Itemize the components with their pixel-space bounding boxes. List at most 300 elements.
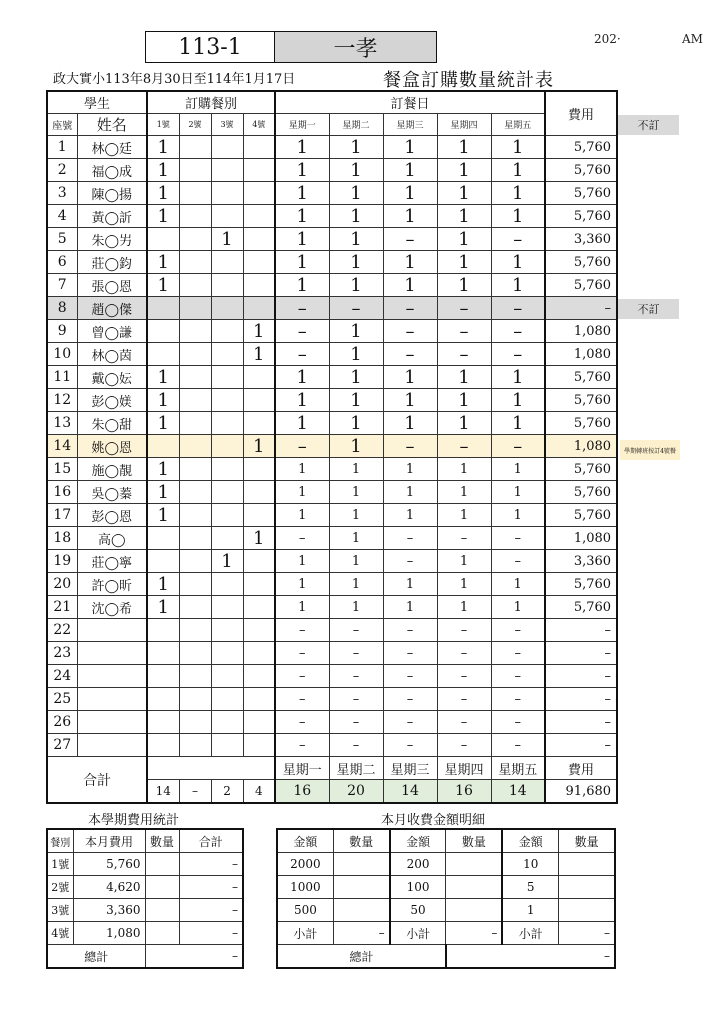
no-order-label-seat-8: 不訂: [618, 299, 679, 319]
meal-cell: [211, 481, 243, 504]
day-cell: 1: [383, 481, 437, 504]
fee-cell: –: [545, 734, 617, 757]
day-cell: –: [275, 665, 329, 688]
day-cell: –: [437, 665, 491, 688]
meal-cell: 1: [147, 573, 179, 596]
meal-cell: [179, 274, 211, 297]
day-cell: 1: [491, 205, 545, 228]
student-row: [47, 711, 617, 734]
student-name: 姚◯恩: [77, 435, 147, 458]
student-name: 張◯恩: [77, 274, 147, 297]
day-cell: 1: [383, 412, 437, 435]
day-cell: –: [437, 688, 491, 711]
day-cell: 1: [329, 550, 383, 573]
day-cell: –: [437, 734, 491, 757]
seat-number: 3: [47, 182, 77, 205]
student-row: [47, 734, 617, 757]
meal-cell: [179, 573, 211, 596]
total-label: 合計: [47, 757, 147, 804]
meal-cell: 1: [147, 159, 179, 182]
payment-qty: [446, 876, 502, 899]
day-cell: 1: [275, 481, 329, 504]
fee-cell: –: [545, 665, 617, 688]
fee-cell: 5,760: [545, 504, 617, 527]
day-cell: –: [275, 320, 329, 343]
meal-cell: 1: [211, 228, 243, 251]
day-cell: 1: [329, 504, 383, 527]
fee-cell: 5,760: [545, 136, 617, 159]
day-cell: –: [383, 297, 437, 320]
day-cell: 1: [491, 504, 545, 527]
payment-qty: [333, 899, 389, 922]
payment-total-value: –: [446, 945, 615, 969]
fee-cell: 5,760: [545, 274, 617, 297]
day-cell: 1: [437, 274, 491, 297]
day-cell: –: [491, 619, 545, 642]
day-cell: 1: [491, 251, 545, 274]
day-cell: –: [437, 320, 491, 343]
day-cell: 1: [275, 251, 329, 274]
meal-cell: [211, 711, 243, 734]
day-cell: –: [491, 297, 545, 320]
header-student: 學生: [47, 91, 147, 114]
day-cell: 1: [491, 596, 545, 619]
meal-cell: [243, 366, 275, 389]
day-cell: –: [329, 297, 383, 320]
day-cell: 1: [275, 136, 329, 159]
meal-cell: [179, 458, 211, 481]
meal-cell: [211, 343, 243, 366]
student-row: [47, 320, 617, 343]
meal-cell: [211, 389, 243, 412]
day-cell: 1: [437, 550, 491, 573]
meal-total: –: [179, 899, 243, 922]
semester-row: [47, 922, 243, 945]
meal-cell: [179, 205, 211, 228]
meal-cell: [147, 711, 179, 734]
student-row: [47, 182, 617, 205]
meal-cell: [147, 619, 179, 642]
student-row: [47, 504, 617, 527]
meal-type: 1號: [47, 853, 73, 876]
student-name: 黃◯訢: [77, 205, 147, 228]
day-cell: 1: [329, 274, 383, 297]
day-cell: 1: [329, 412, 383, 435]
student-name: 林◯廷: [77, 136, 147, 159]
day-cell: –: [383, 343, 437, 366]
student-name: 吳◯蓁: [77, 481, 147, 504]
fee-cell: 1,080: [545, 435, 617, 458]
day-cell: –: [383, 619, 437, 642]
payment-amount: 1000: [277, 876, 333, 899]
meal-cell: [147, 435, 179, 458]
meal-cell: [147, 665, 179, 688]
payment-header: 數量: [559, 829, 615, 853]
day-cell: 1: [383, 366, 437, 389]
day-cell: 1: [491, 366, 545, 389]
meal-cell: [179, 343, 211, 366]
meal-cell: [243, 159, 275, 182]
total-row-header: [47, 757, 617, 780]
meal-cell: [179, 366, 211, 389]
payment-qty: [559, 876, 615, 899]
total-day-header: 星期一: [275, 757, 329, 780]
meal-cell: 1: [147, 366, 179, 389]
student-name: [77, 642, 147, 665]
day-cell: –: [383, 435, 437, 458]
meal-cell: [243, 711, 275, 734]
total-day-header: 星期二: [329, 757, 383, 780]
meal-cell: [243, 205, 275, 228]
total-day-header: 星期五: [491, 757, 545, 780]
meal-type: 2號: [47, 876, 73, 899]
day-cell: 1: [437, 159, 491, 182]
meal-cell: [179, 159, 211, 182]
payment-total-label: 總計: [277, 945, 446, 969]
meal-cell: [211, 458, 243, 481]
payment-qty: –: [446, 922, 502, 945]
payment-qty: [333, 853, 389, 876]
seat-number: 9: [47, 320, 77, 343]
day-cell: 1: [437, 412, 491, 435]
total-day-value: 16: [275, 780, 329, 804]
day-cell: –: [275, 688, 329, 711]
meal-cell: [243, 734, 275, 757]
seat-number: 11: [47, 366, 77, 389]
student-row: [47, 412, 617, 435]
day-cell: 1: [491, 481, 545, 504]
seat-number: 18: [47, 527, 77, 550]
day-cell: –: [383, 527, 437, 550]
payment-amount: 1: [502, 899, 558, 922]
student-row: [47, 228, 617, 251]
meal-cell: [147, 527, 179, 550]
fee-cell: 5,760: [545, 389, 617, 412]
day-cell: –: [329, 642, 383, 665]
meal-cell: 1: [147, 205, 179, 228]
day-cell: –: [383, 550, 437, 573]
day-cell: 1: [437, 458, 491, 481]
day-cell: –: [491, 665, 545, 688]
day-cell: –: [491, 688, 545, 711]
fee-cell: 1,080: [545, 343, 617, 366]
meal-total: –: [179, 853, 243, 876]
day-cell: –: [437, 619, 491, 642]
student-name: [77, 688, 147, 711]
payment-row: [277, 876, 615, 899]
day-header-1: 星期一: [275, 114, 329, 136]
seat-number: 8: [47, 297, 77, 320]
semester-row: [47, 853, 243, 876]
day-cell: –: [491, 642, 545, 665]
fee-cell: 3,360: [545, 550, 617, 573]
meal-cell: [243, 573, 275, 596]
payment-amount: 10: [502, 853, 558, 876]
day-cell: 1: [275, 274, 329, 297]
day-cell: 1: [491, 573, 545, 596]
total-fee-label: 費用: [545, 757, 617, 780]
semester-header: 餐別: [47, 829, 73, 853]
day-cell: 1: [437, 182, 491, 205]
meal-cell: [179, 711, 211, 734]
seat-number: 21: [47, 596, 77, 619]
day-cell: 1: [329, 573, 383, 596]
payment-detail-table: [276, 828, 616, 969]
payment-qty: [333, 876, 389, 899]
day-cell: –: [491, 320, 545, 343]
student-row: [47, 619, 617, 642]
payment-amount: 50: [390, 899, 446, 922]
seat-number: 26: [47, 711, 77, 734]
meal-cell: [211, 205, 243, 228]
day-cell: 1: [275, 389, 329, 412]
meal-cell: 1: [243, 343, 275, 366]
semester-summary-title: 本學期費用統計: [88, 813, 180, 828]
seat-number: 22: [47, 619, 77, 642]
student-row: [47, 297, 617, 320]
student-name: [77, 619, 147, 642]
fee-cell: –: [545, 688, 617, 711]
semester-header-row: [47, 829, 243, 853]
student-row: [47, 136, 617, 159]
day-cell: 1: [437, 228, 491, 251]
meal-cell: [147, 642, 179, 665]
meal-cell: [211, 688, 243, 711]
day-cell: 1: [491, 389, 545, 412]
day-cell: 1: [275, 412, 329, 435]
student-row: [47, 665, 617, 688]
day-cell: 1: [275, 550, 329, 573]
meal-cell: [211, 182, 243, 205]
day-cell: 1: [437, 504, 491, 527]
payment-header: 金額: [390, 829, 446, 853]
meal-cell: [243, 136, 275, 159]
student-row: [47, 389, 617, 412]
meal-cell: [211, 665, 243, 688]
payment-row: [277, 853, 615, 876]
day-cell: 1: [329, 366, 383, 389]
meal-cell: [211, 504, 243, 527]
meal-type: 3號: [47, 899, 73, 922]
day-cell: 1: [329, 136, 383, 159]
meal-cell: [211, 435, 243, 458]
day-cell: 1: [329, 159, 383, 182]
day-cell: –: [383, 228, 437, 251]
day-cell: –: [383, 320, 437, 343]
day-cell: 1: [437, 136, 491, 159]
semester-row: [47, 899, 243, 922]
meal-type: 4號: [47, 922, 73, 945]
meal-cell: [179, 251, 211, 274]
day-cell: –: [437, 297, 491, 320]
meal-cell: [243, 619, 275, 642]
day-cell: –: [491, 228, 545, 251]
meal-cell: [243, 688, 275, 711]
student-row: [47, 159, 617, 182]
day-cell: 1: [437, 596, 491, 619]
meal-cell: [179, 182, 211, 205]
meal-qty: [145, 876, 179, 899]
meal-cell: [211, 274, 243, 297]
meal-cell: [243, 596, 275, 619]
payment-amount: 5: [502, 876, 558, 899]
meal-cell: [211, 412, 243, 435]
payment-qty: –: [333, 922, 389, 945]
student-row: [47, 435, 617, 458]
meal-cell: [243, 481, 275, 504]
meal-cell: [179, 389, 211, 412]
day-cell: –: [383, 734, 437, 757]
semester-header: 本月費用: [73, 829, 145, 853]
meal-cell: [179, 642, 211, 665]
semester-header: 數量: [145, 829, 179, 853]
day-cell: 1: [329, 596, 383, 619]
seat-number: 6: [47, 251, 77, 274]
meal-fee: 3,360: [73, 899, 145, 922]
meal-cell: [243, 665, 275, 688]
meal-cell: 1: [243, 527, 275, 550]
day-cell: –: [329, 734, 383, 757]
fee-cell: 5,760: [545, 251, 617, 274]
total-day-header: 星期三: [383, 757, 437, 780]
payment-qty: [559, 853, 615, 876]
day-cell: –: [329, 688, 383, 711]
day-cell: 1: [383, 274, 437, 297]
total-meal-spacer: [147, 757, 275, 780]
meal-header-4: 4號: [243, 114, 275, 136]
day-cell: –: [275, 527, 329, 550]
meal-cell: [179, 297, 211, 320]
meal-cell: [211, 619, 243, 642]
day-cell: 1: [329, 527, 383, 550]
student-row: [47, 688, 617, 711]
student-row: [47, 550, 617, 573]
student-name: 戴◯妘: [77, 366, 147, 389]
seat-number: 1: [47, 136, 77, 159]
seat-number: 14: [47, 435, 77, 458]
fee-cell: –: [545, 619, 617, 642]
fee-cell: 5,760: [545, 596, 617, 619]
payment-header: 數量: [333, 829, 389, 853]
student-row: [47, 343, 617, 366]
day-cell: 1: [383, 573, 437, 596]
class-code-box: 113-1: [145, 31, 275, 63]
total-meal-value: 14: [147, 780, 179, 804]
student-name: 許◯昕: [77, 573, 147, 596]
meal-cell: [179, 412, 211, 435]
seat-number: 2: [47, 159, 77, 182]
day-cell: –: [437, 343, 491, 366]
header-seat: 座號: [47, 114, 77, 136]
meal-cell: 1: [147, 389, 179, 412]
student-name: 林◯茵: [77, 343, 147, 366]
day-cell: 1: [437, 389, 491, 412]
day-cell: –: [491, 435, 545, 458]
meal-cell: [179, 481, 211, 504]
fee-cell: 1,080: [545, 527, 617, 550]
payment-qty: [559, 899, 615, 922]
fee-cell: –: [545, 642, 617, 665]
meal-cell: [179, 665, 211, 688]
print-time-fragment: AM: [682, 32, 703, 46]
day-cell: 1: [383, 136, 437, 159]
fee-cell: 5,760: [545, 458, 617, 481]
meal-cell: [243, 297, 275, 320]
meal-cell: [243, 504, 275, 527]
day-cell: 1: [329, 205, 383, 228]
meal-cell: [243, 182, 275, 205]
seat-number: 5: [47, 228, 77, 251]
payment-amount: 500: [277, 899, 333, 922]
meal-cell: 1: [147, 412, 179, 435]
meal-cell: [211, 320, 243, 343]
student-name: 曾◯謙: [77, 320, 147, 343]
day-cell: 1: [329, 251, 383, 274]
meal-cell: [179, 136, 211, 159]
total-day-value: 20: [329, 780, 383, 804]
meal-cell: 1: [147, 481, 179, 504]
meal-qty: [145, 899, 179, 922]
day-cell: 1: [437, 205, 491, 228]
payment-qty: [446, 853, 502, 876]
day-cell: 1: [275, 504, 329, 527]
seat-number: 13: [47, 412, 77, 435]
total-fee-value: 91,680: [545, 780, 617, 804]
day-header-5: 星期五: [491, 114, 545, 136]
day-cell: –: [383, 665, 437, 688]
meal-cell: [179, 734, 211, 757]
day-cell: 1: [329, 389, 383, 412]
meal-cell: [211, 136, 243, 159]
meal-cell: 1: [211, 550, 243, 573]
fee-cell: 1,080: [545, 320, 617, 343]
day-cell: –: [329, 711, 383, 734]
meal-cell: [211, 573, 243, 596]
seat-number: 10: [47, 343, 77, 366]
meal-cell: 1: [147, 136, 179, 159]
student-name: 朱◯甜: [77, 412, 147, 435]
meal-cell: [179, 596, 211, 619]
header-name: 姓名: [77, 114, 147, 136]
student-name: 福◯成: [77, 159, 147, 182]
payment-amount: 小計: [277, 922, 333, 945]
payment-amount: 小計: [390, 922, 446, 945]
day-cell: 1: [383, 458, 437, 481]
day-cell: 1: [329, 458, 383, 481]
payment-row: [277, 922, 615, 945]
day-cell: –: [275, 711, 329, 734]
meal-fee: 5,760: [73, 853, 145, 876]
seat-number: 4: [47, 205, 77, 228]
meal-cell: [147, 550, 179, 573]
meal-cell: [179, 550, 211, 573]
payment-header: 數量: [446, 829, 502, 853]
day-cell: –: [275, 619, 329, 642]
day-cell: –: [437, 711, 491, 734]
day-cell: –: [491, 527, 545, 550]
meal-header-3: 3號: [211, 114, 243, 136]
semester-total-row: [47, 945, 243, 969]
student-row: [47, 458, 617, 481]
header-order-day: 訂餐日: [275, 91, 545, 114]
day-cell: 1: [329, 481, 383, 504]
day-cell: –: [491, 711, 545, 734]
seat-number: 12: [47, 389, 77, 412]
day-cell: –: [437, 527, 491, 550]
fee-cell: 3,360: [545, 228, 617, 251]
meal-total: –: [179, 922, 243, 945]
day-cell: 1: [383, 251, 437, 274]
